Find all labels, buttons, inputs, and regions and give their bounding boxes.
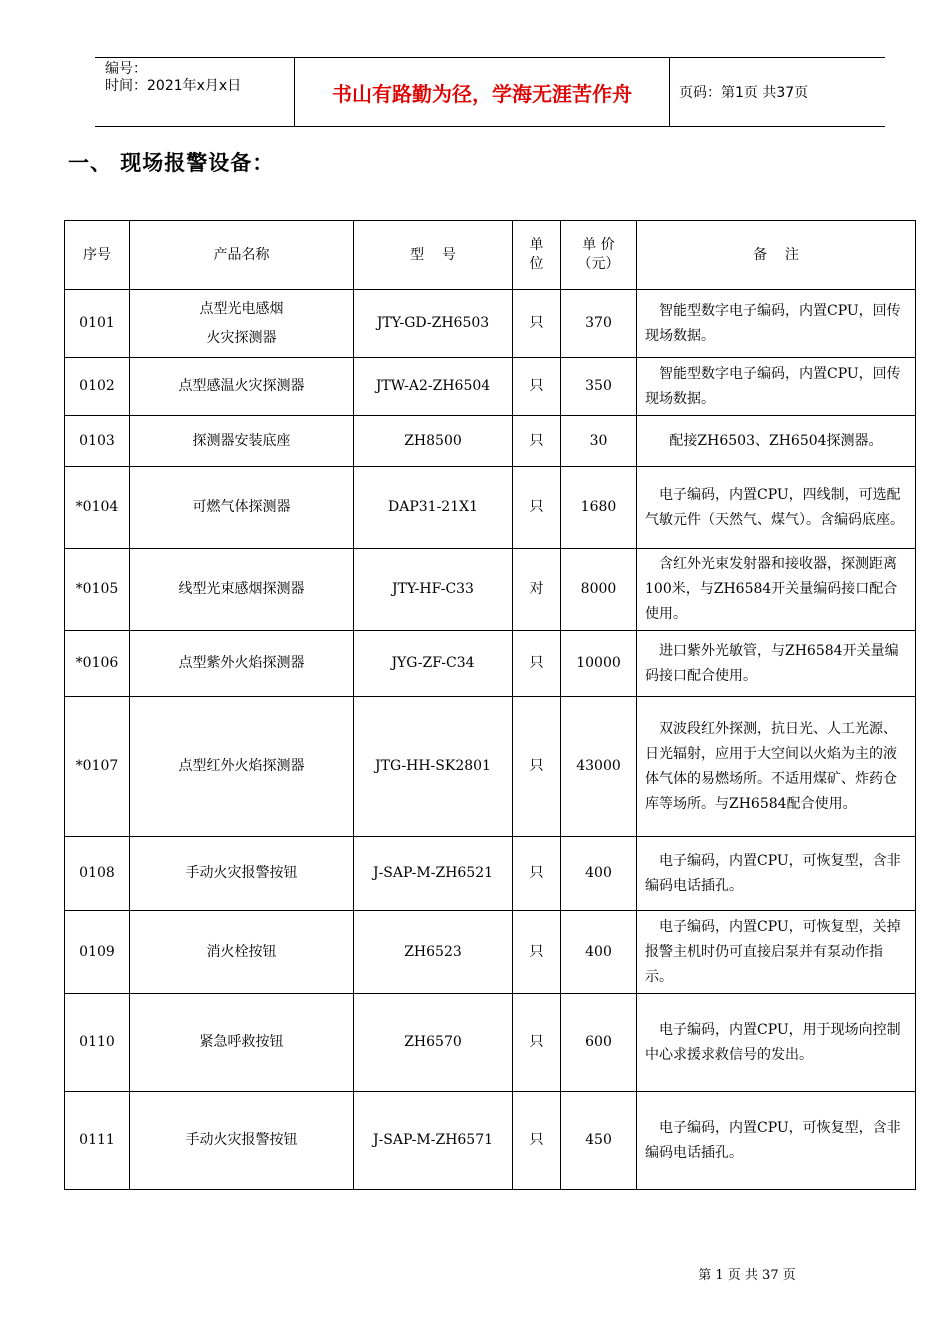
header-motto: 书山有路勤为径，学海无涯苦作舟 [295,58,670,126]
cell-note: 电子编码，内置CPU，用于现场向控制中心求援求救信号的发出。 [637,994,916,1092]
cell-model: DAP31-21X1 [354,467,513,549]
cell-seq: *0105 [65,549,130,631]
cell-note: 电子编码，内置CPU，可恢复型，关掉报警主机时仍可直接启泵并有泵动作指示。 [637,911,916,994]
document-header [95,57,885,127]
cell-model: ZH6570 [354,994,513,1092]
cell-price: 370 [561,290,637,358]
cell-unit: 只 [513,911,561,994]
cell-name: 点型红外火焰探测器 [130,697,354,837]
header-seq: 序号 [65,221,130,290]
footer-page-number: 第 1 页 共 37 页 [698,1268,796,1283]
number-label: 编号： [105,61,147,77]
table-row [65,358,916,416]
header-left [95,58,295,126]
cell-price: 43000 [561,697,637,837]
product-table [64,220,916,1190]
cell-seq: *0106 [65,631,130,697]
table-row [65,416,916,467]
table-row [65,467,916,549]
cell-unit: 只 [513,358,561,416]
cell-model: J-SAP-M-ZH6571 [354,1092,513,1190]
cell-price: 450 [561,1092,637,1190]
cell-unit: 对 [513,549,561,631]
cell-seq: *0104 [65,467,130,549]
cell-note: 智能型数字电子编码，内置CPU，回传现场数据。 [637,290,916,358]
cell-price: 600 [561,994,637,1092]
table-row [65,290,916,358]
cell-model: JTY-GD-ZH6503 [354,290,513,358]
cell-model: JTW-A2-ZH6504 [354,358,513,416]
cell-note: 智能型数字电子编码，内置CPU，回传现场数据。 [637,358,916,416]
header-name: 产品名称 [130,221,354,290]
cell-note: 电子编码，内置CPU，四线制，可选配气敏元件（天然气、煤气）。含编码底座。 [637,467,916,549]
header-page-info: 页码：第1页 共37页 [679,85,809,101]
cell-price: 8000 [561,549,637,631]
cell-seq: 0109 [65,911,130,994]
cell-model: JYG-ZF-C34 [354,631,513,697]
header-price: 单 价 （元） [561,221,637,290]
cell-model: JTG-HH-SK2801 [354,697,513,837]
table-row [65,549,916,631]
cell-name: 点型紫外火焰探测器 [130,631,354,697]
cell-price: 350 [561,358,637,416]
cell-note: 配接ZH6503、ZH6504探测器。 [637,416,916,467]
cell-name: 消火栓按钮 [130,911,354,994]
cell-seq: 0102 [65,358,130,416]
time-label: 时间：2021年x月x日 [105,78,242,94]
cell-note: 双波段红外探测，抗日光、人工光源、日光辐射，应用于大空间以火焰为主的液体气体的易燃场所。不适用煤矿、炸药仓库等场所。与ZH6584配合使用。 [637,697,916,837]
cell-seq: 0103 [65,416,130,467]
table-row [65,911,916,994]
cell-seq: 0111 [65,1092,130,1190]
section-title: 一、 现场报警设备： [68,151,275,175]
cell-name: 紧急呼救按钮 [130,994,354,1092]
table-row [65,837,916,911]
cell-note: 电子编码，内置CPU，可恢复型，含非编码电话插孔。 [637,837,916,911]
cell-price: 10000 [561,631,637,697]
cell-note: 进口紫外光敏管，与ZH6584开关量编码接口配合使用。 [637,631,916,697]
table-header-row [65,221,916,290]
cell-model: ZH6523 [354,911,513,994]
cell-model: ZH8500 [354,416,513,467]
cell-name: 探测器安装底座 [130,416,354,467]
cell-name: 手动火灾报警按钮 [130,1092,354,1190]
cell-note: 含红外光束发射器和接收器，探测距离100米，与ZH6584开关量编码接口配合使用。 [637,549,916,631]
cell-seq: *0107 [65,697,130,837]
table-row [65,697,916,837]
cell-name: 线型光束感烟探测器 [130,549,354,631]
cell-seq: 0110 [65,994,130,1092]
cell-name: 点型光电感烟 火灾探测器 [130,290,354,358]
cell-model: JTY-HF-C33 [354,549,513,631]
cell-seq: 0108 [65,837,130,911]
cell-seq: 0101 [65,290,130,358]
cell-unit: 只 [513,290,561,358]
cell-unit: 只 [513,697,561,837]
cell-unit: 只 [513,994,561,1092]
cell-price: 30 [561,416,637,467]
header-model: 型 号 [354,221,513,290]
header-note: 备 注 [637,221,916,290]
cell-name: 可燃气体探测器 [130,467,354,549]
cell-note: 电子编码，内置CPU，可恢复型，含非编码电话插孔。 [637,1092,916,1190]
cell-name: 点型感温火灾探测器 [130,358,354,416]
header-unit: 单 位 [513,221,561,290]
cell-price: 400 [561,911,637,994]
cell-unit: 只 [513,416,561,467]
cell-price: 1680 [561,467,637,549]
cell-unit: 只 [513,837,561,911]
page-footer [0,1264,950,1283]
table-row [65,1092,916,1190]
cell-unit: 只 [513,631,561,697]
table-row [65,994,916,1092]
cell-model: J-SAP-M-ZH6521 [354,837,513,911]
table-row [65,631,916,697]
cell-unit: 只 [513,467,561,549]
cell-name: 手动火灾报警按钮 [130,837,354,911]
cell-unit: 只 [513,1092,561,1190]
cell-price: 400 [561,837,637,911]
